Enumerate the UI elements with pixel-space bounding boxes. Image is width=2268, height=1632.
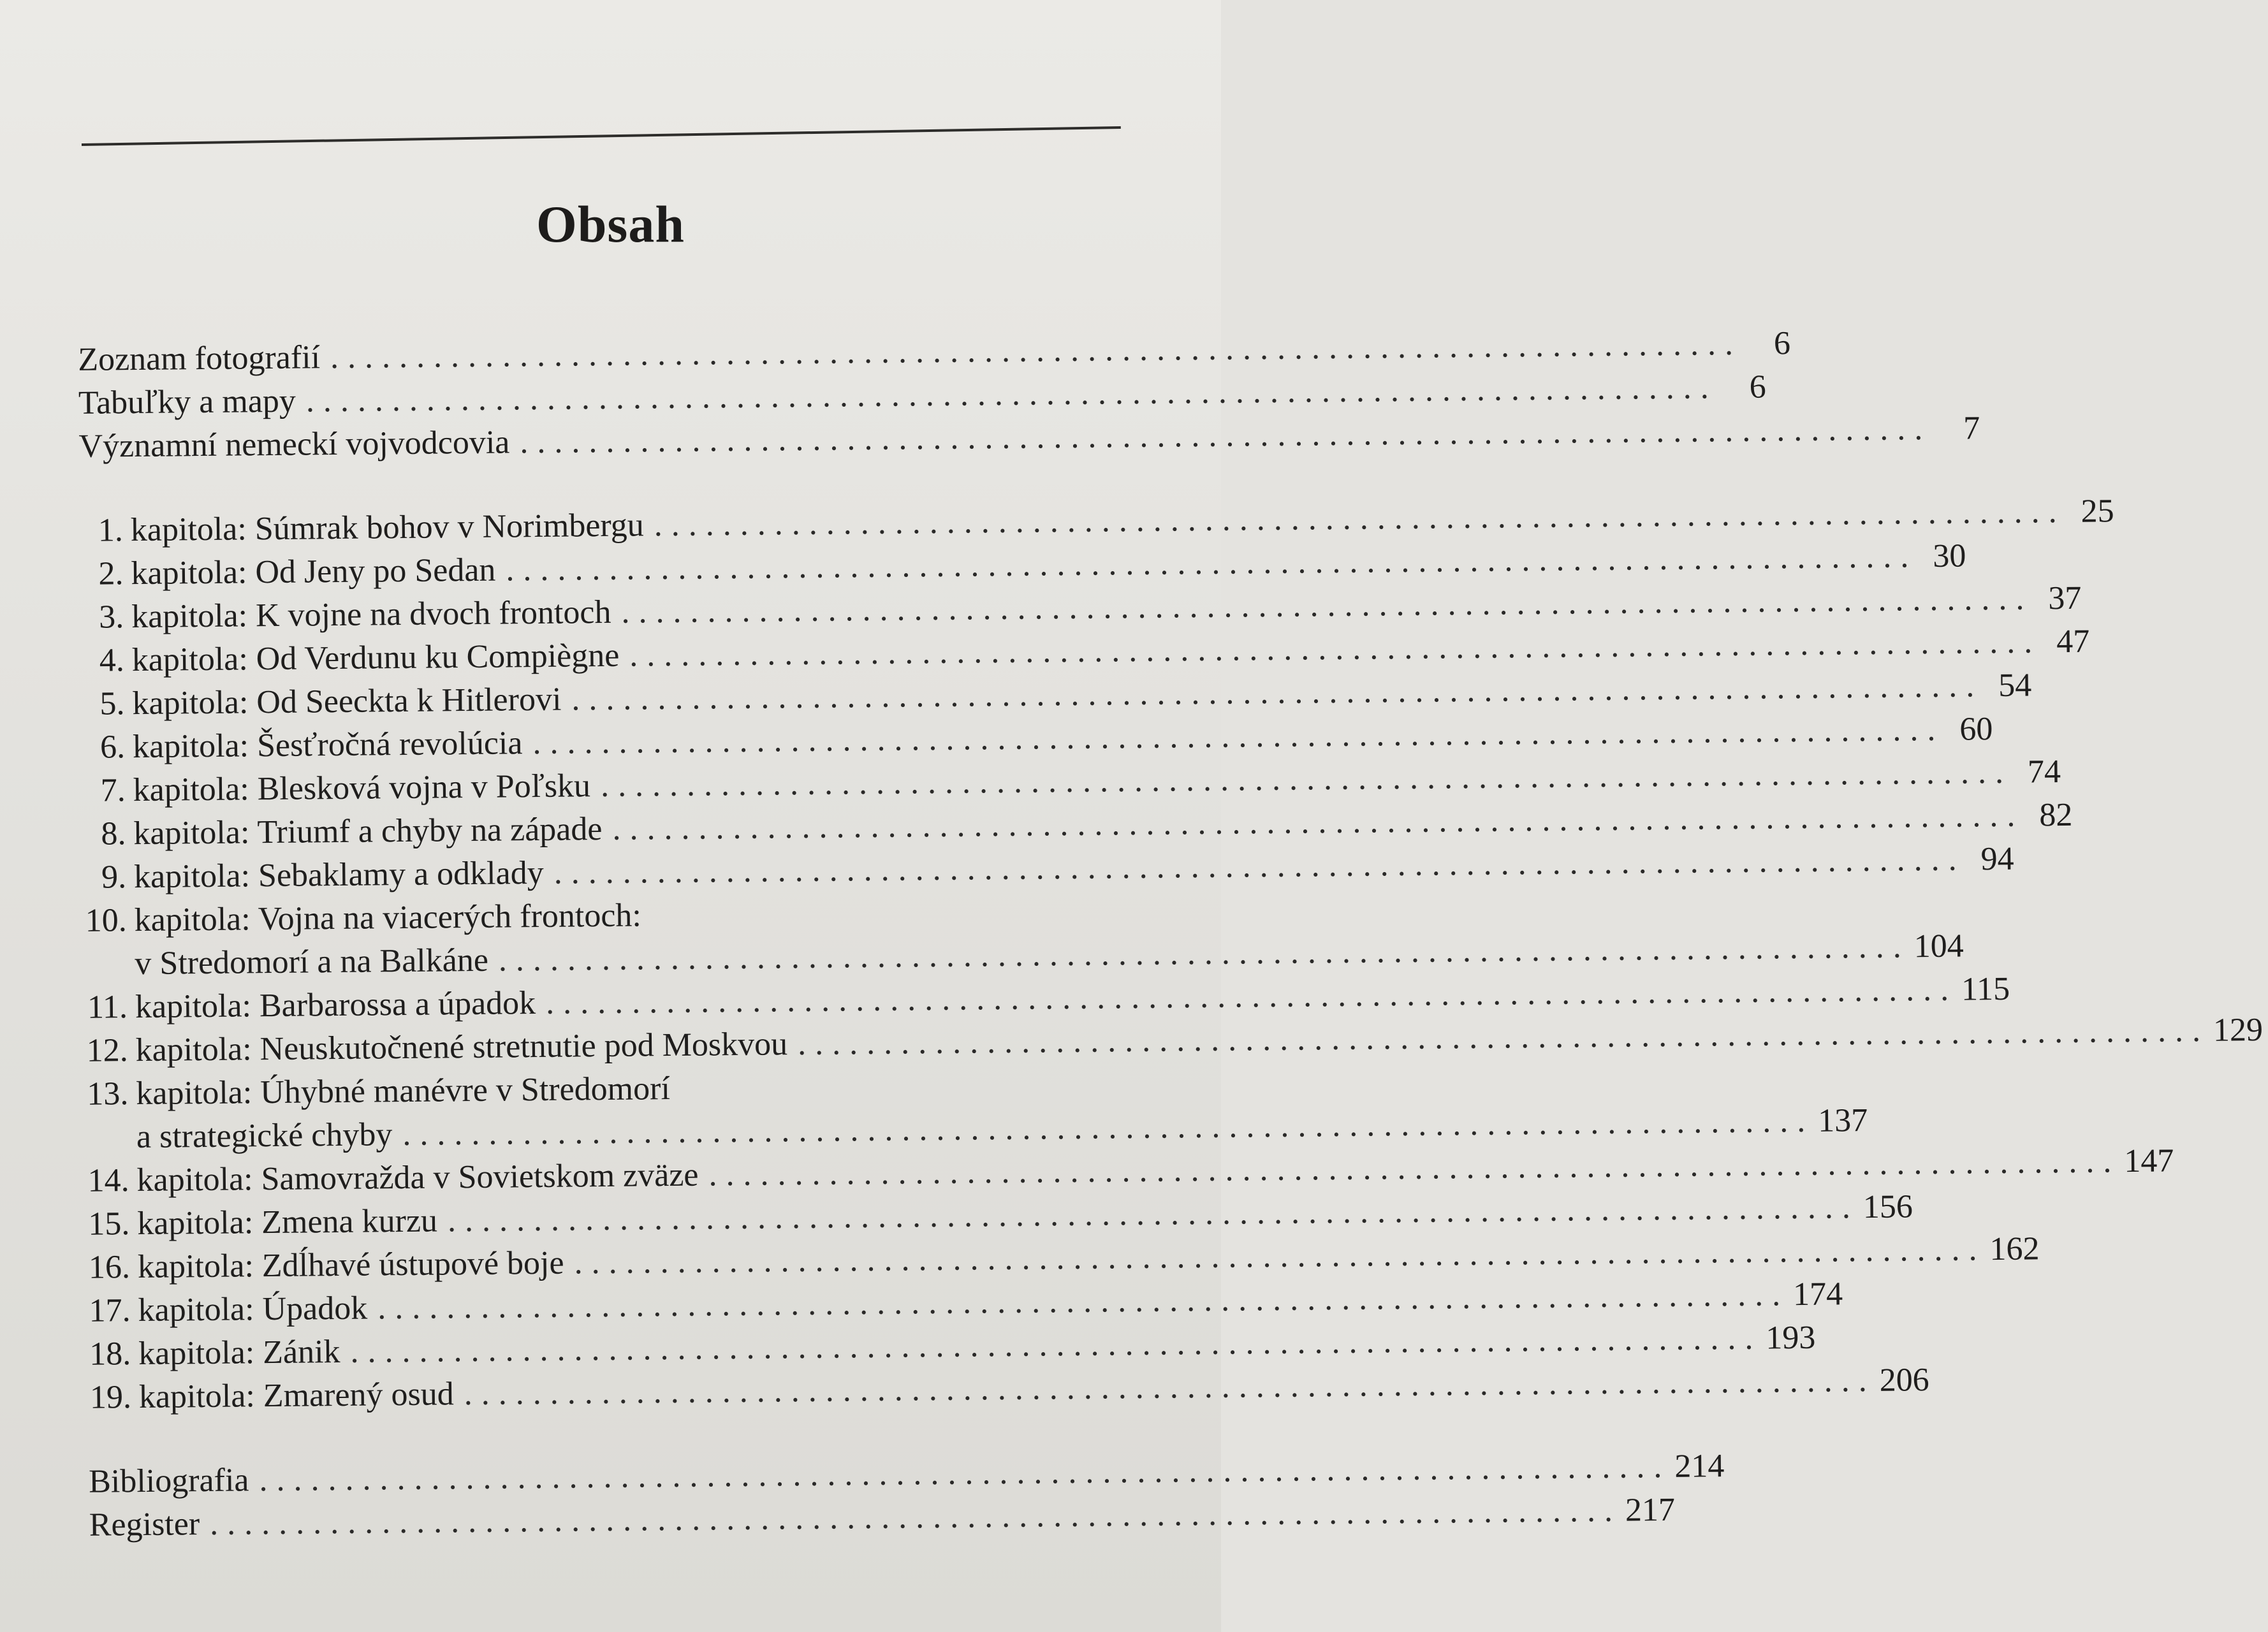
chapter-title: kapitola: Samovražda v Sovietskom zväze	[136, 1156, 699, 1199]
dot-leader: ..................................................................................	[654, 493, 2066, 544]
entry-title: Významní nemeckí vojvodcovia	[78, 424, 510, 465]
dot-leader: ..................................................................................	[600, 754, 2013, 805]
dot-leader: ..................................................................................	[708, 1143, 2121, 1193]
chapter-page-number: 147	[2124, 1142, 2174, 1180]
entry-title: Zoznam fotografií	[78, 339, 321, 378]
chapter-page-number: 162	[1989, 1230, 2040, 1268]
entry-page-number: 6	[1749, 368, 1767, 405]
chapter-title: kapitola: Úpadok	[138, 1290, 368, 1329]
chapter-number: 10.	[85, 902, 128, 939]
chapter-number: 18.	[89, 1336, 131, 1373]
entry-page-number: 7	[1963, 410, 1980, 447]
entry-page-number: 217	[1625, 1491, 1676, 1529]
chapter-page-number: 129	[2213, 1012, 2264, 1049]
chapter-number: 7.	[100, 772, 126, 809]
chapter-number: 15.	[88, 1206, 130, 1242]
chapter-title: kapitola: Neuskutočnené stretnutie pod Moskvou	[135, 1026, 788, 1069]
chapter-number: 12.	[86, 1032, 128, 1069]
entry-title: Bibliografia	[88, 1462, 249, 1500]
chapter-title: kapitola: Súmrak bohov v Norimbergu	[130, 507, 645, 549]
chapter-title: kapitola: Šesťročná revolúcia	[132, 725, 523, 766]
dot-leader: ..................................................................................	[797, 1012, 2210, 1063]
chapter-number: 17.	[89, 1292, 131, 1329]
chapter-title: kapitola: Barbarossa a úpadok	[135, 985, 536, 1026]
chapter-page-number: 47	[2056, 623, 2090, 660]
chapter-page-number: 30	[1933, 537, 1966, 574]
dot-leader: ..................................................................................	[571, 667, 1984, 718]
entry-page-number: 214	[1674, 1448, 1725, 1485]
chapter-title: kapitola: Od Seeckta k Hitlerovi	[132, 681, 562, 722]
chapter-number: 6.	[99, 729, 126, 766]
dot-leader: ..................................................................................	[447, 1189, 1860, 1239]
chapter-title: kapitola: Zánik	[138, 1334, 340, 1373]
chapter-number: 3.	[98, 599, 124, 636]
dot-leader: ..................................................................................	[506, 538, 1918, 588]
dot-leader: ..................................................................................	[629, 623, 2042, 674]
chapter-number: 11.	[87, 989, 128, 1026]
chapter-page-number: 60	[1959, 711, 1993, 748]
chapter-page-number: 94	[1980, 840, 2014, 878]
chapter-page-number: 206	[1879, 1362, 1929, 1399]
chapter-title: kapitola: Zdĺhavé ústupové boje	[137, 1244, 564, 1286]
chapter-title: kapitola: Úhybné manévre v Stredomorí	[136, 1070, 671, 1112]
dot-leader: ..................................................................................	[520, 410, 1932, 461]
dot-leader: ..................................................................................	[574, 1231, 1986, 1281]
entry-title: Tabuľky a mapy	[78, 382, 296, 421]
chapter-number: 4.	[99, 642, 125, 679]
dot-leader: ..................................................................................	[553, 841, 1966, 891]
dot-leader: ..................................................................................	[259, 1448, 1671, 1499]
chapter-page-number: 174	[1792, 1276, 1843, 1313]
chapter-title-continuation: a strategické chyby	[136, 1116, 393, 1156]
dot-leader: ..................................................................................	[464, 1362, 1876, 1413]
chapter-title: kapitola: Zmarený osud	[138, 1376, 455, 1416]
chapter-page-number: 82	[2039, 796, 2073, 834]
chapter-page-number: 104	[1913, 928, 1964, 965]
dot-leader: ..................................................................................	[612, 797, 2024, 847]
chapter-number: 19.	[89, 1379, 132, 1416]
dot-leader: ..................................................................................	[545, 971, 1958, 1021]
chapter-title: kapitola: Blesková vojna v Poľsku	[133, 768, 591, 809]
entry-title: Register	[89, 1506, 200, 1543]
chapter-title: kapitola: K vojne na dvoch frontoch	[131, 594, 611, 636]
entry-page-number: 6	[1773, 325, 1791, 362]
chapter-title: kapitola: Od Jeny po Sedan	[131, 551, 496, 592]
dot-leader: ..................................................................................	[621, 580, 2033, 630]
dot-leader: ..................................................................................	[377, 1276, 1790, 1327]
chapter-number: 9.	[101, 859, 127, 896]
table-of-contents	[70, 325, 2264, 1550]
dot-leader: ..................................................................................	[498, 928, 1911, 979]
chapter-page-number: 193	[1766, 1319, 1816, 1357]
dot-leader: ..................................................................................	[532, 711, 1945, 762]
chapter-title: kapitola: Sebaklamy a odklady	[133, 854, 544, 896]
chapter-page-number: 25	[2081, 493, 2114, 530]
chapter-page-number: 74	[2027, 754, 2061, 790]
page-title: Obsah	[536, 195, 685, 253]
chapter-page-number: 115	[1961, 970, 2010, 1008]
dot-leader: ..................................................................................	[330, 325, 1743, 376]
chapter-page-number: 156	[1862, 1188, 1913, 1226]
chapter-title-continuation: v Stredomorí a na Balkáne	[135, 942, 489, 982]
chapter-number: 13.	[87, 1075, 129, 1112]
chapter-title: kapitola: Zmena kurzu	[137, 1202, 438, 1242]
chapter-title: kapitola: Triumf a chyby na západe	[133, 811, 603, 852]
front-matter-list	[70, 325, 1980, 471]
chapter-title: kapitola: Od Verdunu ku Compiègne	[131, 637, 620, 679]
chapter-number: 16.	[88, 1249, 131, 1286]
chapter-number: 2.	[98, 555, 124, 592]
chapter-number: 14.	[87, 1162, 129, 1199]
back-matter-list	[81, 1448, 1725, 1550]
chapter-list	[72, 493, 2264, 1422]
dot-leader: ..................................................................................	[305, 369, 1718, 419]
chapter-title: kapitola: Vojna na viacerých frontoch:	[134, 897, 642, 939]
dot-leader: ..................................................................................	[350, 1320, 1762, 1370]
number-spacer	[77, 974, 128, 975]
dot-leader: ..................................................................................	[209, 1492, 1622, 1542]
chapter-page-number: 37	[2048, 579, 2082, 617]
chapter-page-number: 137	[1817, 1102, 1868, 1139]
chapter-number: 5.	[99, 685, 125, 722]
chapter-number: 8.	[101, 815, 126, 852]
dot-leader: ..................................................................................	[402, 1102, 1815, 1153]
header-rule	[82, 126, 1121, 146]
chapter-number: 1.	[98, 512, 124, 549]
chapter-page-number: 54	[1998, 667, 2032, 704]
